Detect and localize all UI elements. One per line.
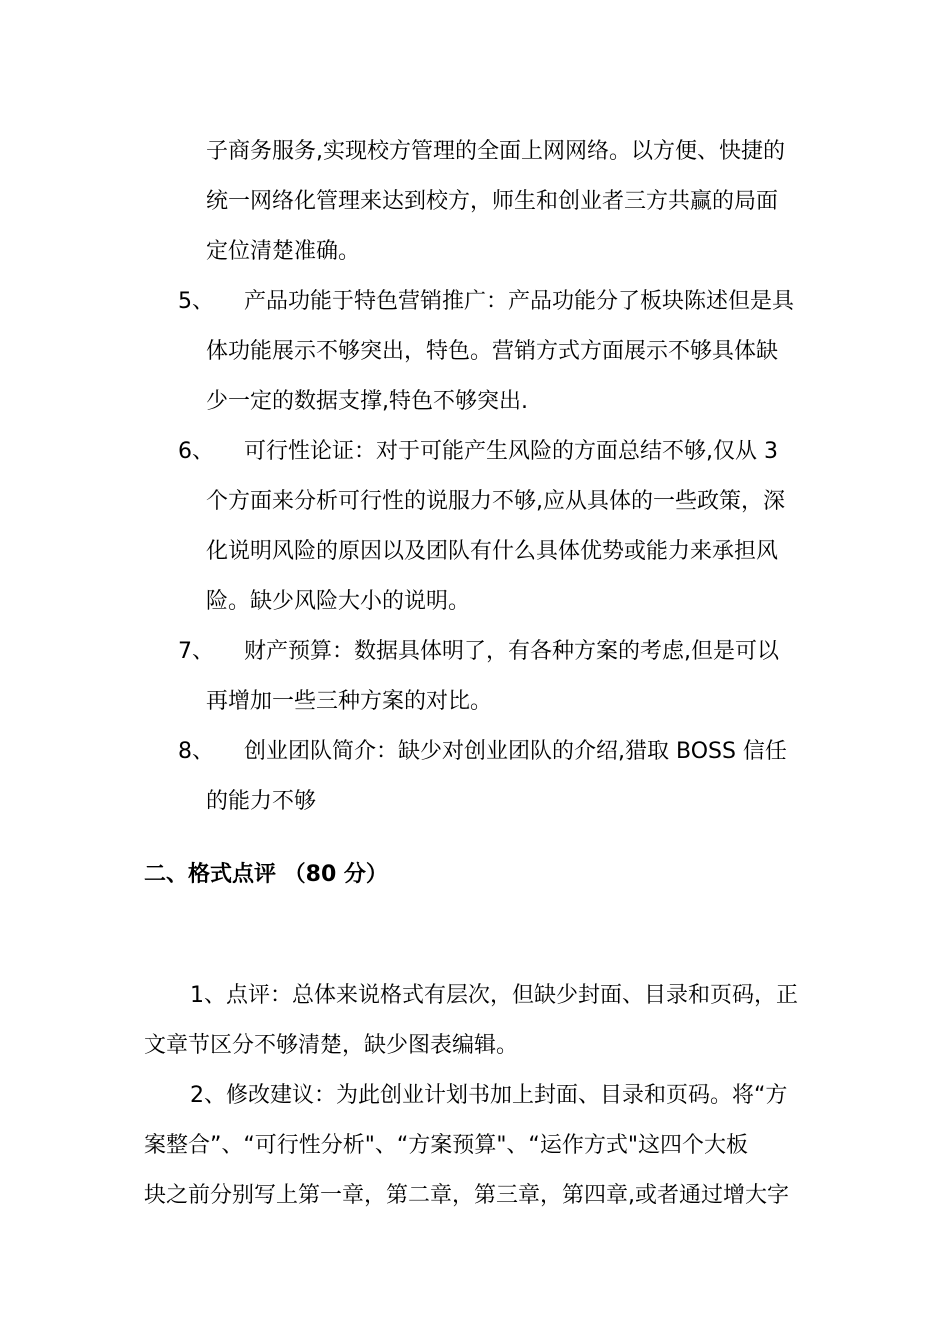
body-text-line: 定位清楚准确。 bbox=[206, 239, 361, 264]
body-text-line: 子商务服务,实现校方管理的全面上网网络。以方便、快捷的 bbox=[206, 139, 785, 164]
list-item-text-line: 的能力不够 bbox=[206, 789, 317, 814]
list-item-text-line: 再增加一些三种方案的对比。 bbox=[206, 689, 493, 714]
list-item-number: 6、 bbox=[178, 439, 214, 464]
list-item-text-line: 产品功能于特色营销推广：产品功能分了板块陈述但是具 bbox=[244, 289, 795, 314]
list-item-number: 5、 bbox=[178, 289, 214, 314]
paragraph-text-line: 文章节区分不够清楚，缺少图表编辑。 bbox=[144, 1033, 519, 1058]
paragraph-text-line: 1、点评：总体来说格式有层次，但缺少封面、目录和页码，正 bbox=[190, 983, 798, 1008]
list-item-text-line: 少一定的数据支撑,特色不够突出. bbox=[206, 389, 528, 414]
list-item-text-line: 财产预算：数据具体明了，有各种方案的考虑,但是可以 bbox=[244, 639, 779, 664]
list-item-text-line: 个方面来分析可行性的说服力不够,应从具体的一些政策，深 bbox=[206, 489, 785, 514]
list-item-number: 7、 bbox=[178, 639, 214, 664]
section-heading: 二、格式点评 （80 分） bbox=[144, 862, 388, 887]
list-item-text-line: 化说明风险的原因以及团队有什么具体优势或能力来承担风 bbox=[206, 539, 779, 564]
paragraph-text-line: 块之前分别写上第一章，第二章，第三章，第四章,或者通过增大字 bbox=[144, 1183, 789, 1208]
list-item-text-line: 可行性论证：对于可能产生风险的方面总结不够,仅从 3 bbox=[244, 439, 778, 464]
body-text-line: 统一网络化管理来达到校方，师生和创业者三方共赢的局面 bbox=[206, 189, 779, 214]
list-item-text-line: 创业团队简介：缺少对创业团队的介绍,猎取 BOSS 信任 bbox=[244, 739, 787, 764]
paragraph-text-line: 案整合”、“可行性分析"、“方案预算"、“运作方式"这四个大板 bbox=[144, 1133, 748, 1158]
list-item-text-line: 险。缺少风险大小的说明。 bbox=[206, 589, 471, 614]
paragraph-text-line: 2、修改建议：为此创业计划书加上封面、目录和页码。将“方 bbox=[190, 1083, 788, 1108]
list-item-number: 8、 bbox=[178, 739, 214, 764]
list-item-text-line: 体功能展示不够突出，特色。营销方式方面展示不够具体缺 bbox=[206, 339, 779, 364]
